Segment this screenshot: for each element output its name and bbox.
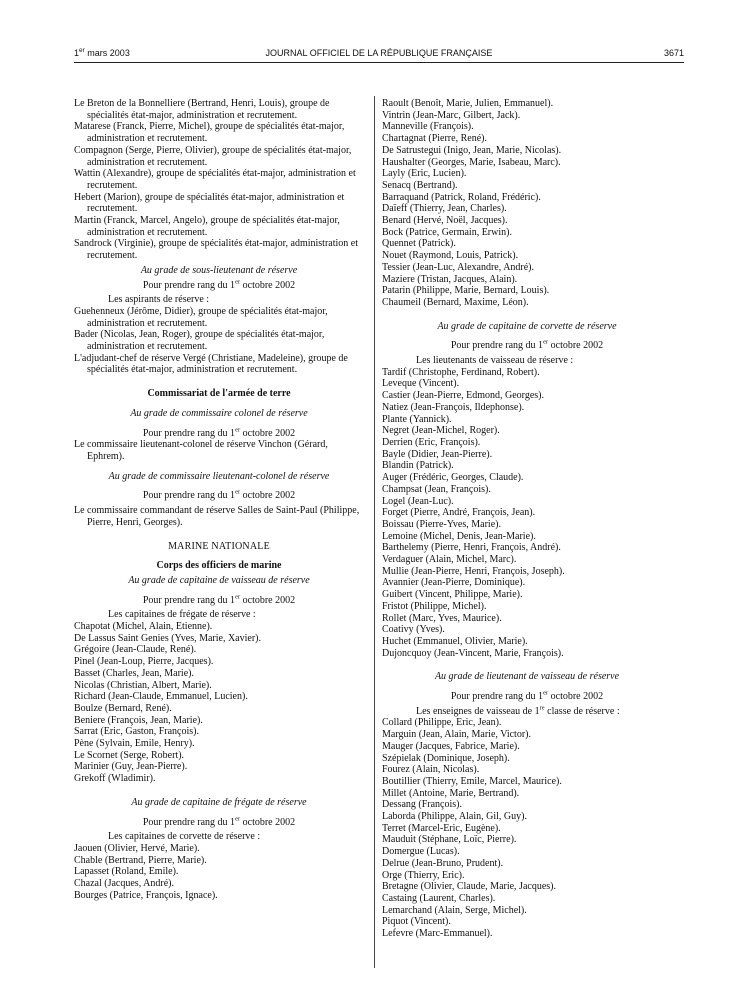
list-item: Terret (Marcel-Eric, Eugène). [382,822,501,834]
ens-names-list [382,717,672,939]
list-item: De Satrustegui (Inigo, Jean, Marie, Nicolas). [382,144,562,156]
list-item: Nouet (Raymond, Louis, Patrick). [382,250,519,262]
list-item: Castier (Jean-Pierre, Edmond, Georges). [382,390,544,402]
list-item: Manneville (François). [382,121,474,133]
list-item: Negret (Jean-Michel, Roger). [382,425,500,437]
list-item: Dujoncquoy (Jean-Vincent, Marie, François). [382,647,564,659]
list-item: Compagnon (Serge, Pierre, Olivier), groupe de spécialités état-major, administration et recrutement. [74,144,352,168]
list-item: Lefevre (Marc-Emmanuel). [382,928,493,940]
list-item: Raoult (Benoît, Marie, Julien, Emmanuel). [382,98,554,109]
header-journal-title: JOURNAL OFFICIEL DE LA RÉPUBLIQUE FRANÇAISE [265,48,493,58]
list-item: Barraquand (Patrick, Roland, Frédéric). [382,191,541,203]
list-item: Szépielak (Dominique, Joseph). [382,752,510,764]
list-intro: Les lieutenants de vaisseau de réserve : [416,355,574,367]
list-item: Pène (Sylvain, Emile, Henry). [74,738,195,750]
list-item: Mauger (Jacques, Fabrice, Marie). [382,740,520,752]
rang-line: Pour prendre rang du 1er octobre 2002 [142,815,296,828]
cf-names-list [74,621,364,785]
header-date: 1er mars 2003 [74,47,130,58]
list-item: Bourges (Patrice, François, Ignace). [74,889,218,901]
list-item: Chapotat (Michel, Alain, Etienne). [74,621,213,633]
list-item: Marinier (Guy, Jean-Pierre). [74,761,188,773]
list-item: Chartagnat (Pierre, René). [382,133,487,145]
list-item: Coativy (Yves). [382,624,445,636]
column-divider [374,96,375,968]
grade-heading: Au grade de lieutenant de vaisseau de réserve [434,671,620,683]
cc-names-continued [382,98,672,309]
list-item: Chazal (Jacques, André). [74,878,174,890]
rang-line: Pour prendre rang du 1er octobre 2002 [142,426,296,439]
grade-heading: Au grade de capitaine de corvette de réserve [437,320,617,332]
list-item: Basset (Charles, Jean, Marie). [74,667,194,679]
right-column [382,98,672,940]
list-item: Lapasset (Roland, Emile). [74,866,179,878]
list-item: Tessier (Jean-Luc, Alexandre, André). [382,261,535,273]
list-intro: Les capitaines de frégate de réserve : [108,609,256,621]
list-item: Sandrock (Virginie), groupe de spécialités état-major, administration et recrutement. [74,238,359,262]
grade-heading: Au grade de commissaire colonel de réserve [130,407,308,419]
section-subtitle: Corps des officiers de marine [156,560,282,572]
list-item: Bayle (Didier, Jean-Pierre). [382,448,493,460]
list-item: Logel (Jean-Luc). [382,495,454,507]
list-item: Sarrat (Eric, Gaston, François). [74,726,199,738]
list-item: Guibert (Vincent, Philippe, Marie). [382,589,523,601]
list-item: Domergue (Lucas). [382,846,460,858]
rang-line: Pour prendre rang du 1er octobre 2002 [450,339,604,352]
list-item: Huchet (Emmanuel, Olivier, Marie). [382,635,528,647]
list-item: De Lassus Saint Genies (Yves, Marie, Xavier). [74,632,262,644]
list-item: Boutillier (Thierry, Emile, Marcel, Maurice). [382,775,562,787]
list-item: Mullie (Jean-Pierre, Henri, François, Joseph). [382,565,565,577]
page-header [74,48,684,62]
list-item: Verdaguer (Alain, Michel, Marc). [382,554,517,566]
grade-heading: Au grade de commissaire lieutenant-colonel de réserve [108,470,330,482]
list-item: Bader (Nicolas, Jean, Roger), groupe de spécialités état-major, administration et recrutement. [74,329,325,353]
list-intro: Les capitaines de corvette de réserve : [108,831,261,843]
list-item: Boulze (Bernard, René). [74,702,172,714]
list-item: Guehenneux (Jérôme, Didier), groupe de spécialités état-major, administration et recrutement. [74,305,328,329]
list-item: Vintrin (Jean-Marc, Gilbert, Jack). [382,109,521,121]
list-item: Avannier (Jean-Pierre, Dominique). [382,577,526,589]
list-item: Blandin (Patrick). [382,460,454,472]
list-item: Fourez (Alain, Nicolas). [382,764,480,776]
list-item: Delrue (Jean-Bruno, Prudent). [382,857,504,869]
rang-line: Pour prendre rang du 1er octobre 2002 [142,489,296,502]
list-item: Beniere (François, Jean, Marie). [74,714,203,726]
list-item: Barthelemy (Pierre, Henri, François, André). [382,542,561,554]
list-item: Benard (Hervé, Noël, Jacques). [382,215,508,227]
list-item: Marguin (Jean, Alain, Marie, Victor). [382,729,531,741]
list-item: Le Breton de la Bonnelliere (Bertrand, Henri, Louis), groupe de spécialités état-major, administration et recrutement. [74,98,330,121]
list-item: Fristot (Philippe, Michel). [382,600,487,612]
grade-heading: Au grade de capitaine de vaisseau de réserve [128,574,310,586]
list-item: Pinel (Jean-Loup, Pierre, Jacques). [74,656,214,668]
cc-names-list [74,843,364,902]
section-title: Commissariat de l'armée de terre [147,388,291,400]
list-item: Collard (Philippe, Eric, Jean). [382,717,502,729]
grade-heading: Au grade de sous-lieutenant de réserve [140,264,298,276]
list-item: Tardif (Christophe, Ferdinand, Robert). [382,366,540,378]
list-item: Le commissaire lieutenant-colonel de réserve Vinchon (Gérard, Ephrem). [74,439,328,462]
list-item: Millet (Antoine, Marie, Bertrand). [382,787,520,799]
top-entries [74,98,364,262]
rang-line: Pour prendre rang du 1er octobre 2002 [450,689,604,703]
list-item: Bock (Patrice, Germain, Erwin). [382,226,512,238]
list-item: Wattin (Alexandre), groupe de spécialités état-major, administration et recrutement. [74,168,356,191]
list-item: Matarese (Franck, Pierre, Michel), groupe de spécialités état-major, administration et recrutement. [74,121,345,145]
list-item: Daïeff (Thierry, Jean, Charles). [382,203,507,215]
list-item: Senacq (Bertrand). [382,179,458,191]
list-item: Martin (Franck, Marcel, Angelo), groupe de spécialités état-major, administration et recrutement. [74,215,340,238]
header-page-number: 3671 [663,48,684,58]
list-item: Maziere (Tristan, Jacques, Alain). [382,273,518,285]
list-item: Piquot (Vincent). [382,916,451,928]
list-item: Le commissaire commandant de réserve Salles de Saint-Paul (Philippe, Pierre, Henri, Georges). [74,505,360,528]
list-item: Castaing (Laurent, Charles). [382,893,496,904]
list-item: Boissau (Pierre-Yves, Marie). [382,518,501,530]
list-item: Lemarchand (Alain, Serge, Michel). [382,904,527,916]
list-item: Richard (Jean-Claude, Emmanuel, Lucien). [74,691,248,703]
list-item: Orge (Thierry, Eric). [382,869,465,881]
list-item: Lemoine (Michel, Denis, Jean-Marie). [382,530,536,542]
list-item: Natiez (Jean-François, Ildephonse). [382,401,525,413]
list-item: Grekoff (Wladimir). [74,773,156,785]
rang-line: Pour prendre rang du 1er octobre 2002 [142,278,296,291]
list-item: Dessang (François). [382,799,462,811]
list-item: Jaouen (Olivier, Hervé, Marie). [74,842,200,854]
list-item: Patarin (Philippe, Marie, Bernard, Louis). [382,285,550,297]
list-intro: Les enseignes de vaisseau de 1re classe de réserve : [416,704,620,717]
list-item: Hebert (Marion), groupe de spécialités état-major, administration et recrutement. [74,191,345,215]
grade-heading: Au grade de capitaine de frégate de réserve [131,796,307,808]
list-item: Rollet (Marc, Yves, Maurice). [382,612,502,624]
list-item: Derrien (Eric, François). [382,436,481,448]
list-item: Grégoire (Jean-Claude, René). [74,644,197,656]
section-title: MARINE NATIONALE [168,540,270,552]
rang-line: Pour prendre rang du 1er octobre 2002 [142,593,296,606]
list-item: Quennet (Patrick). [382,238,456,250]
list-item: Layly (Eric, Lucien). [382,168,467,180]
list-item: Haushalter (Georges, Marie, Isabeau, Marc). [382,156,561,168]
list-item: Champsat (Jean, François). [382,483,491,495]
list-item: Laborda (Philippe, Alain, Gil, Guy). [382,811,527,823]
ltv-names-list [382,367,672,660]
list-item: Nicolas (Christian, Albert, Marie). [74,679,212,691]
list-item: Le Scornet (Serge, Robert). [74,749,185,761]
list-item: Plante (Yannick). [382,413,452,425]
header-rule [74,62,684,63]
list-intro: Les aspirants de réserve : [108,294,210,306]
list-item: Forget (Pierre, André, François, Jean). [382,507,536,519]
list-item: Bretagne (Olivier, Claude, Marie, Jacques). [382,881,556,893]
list-item: Auger (Frédéric, Georges, Claude). [382,472,524,484]
list-item: Chaumeil (Bernard, Maxime, Léon). [382,296,529,308]
list-item: Leveque (Vincent). [382,378,460,390]
aspirants-list [74,306,364,353]
list-item: L'adjudant-chef de réserve Vergé (Christiane, Madeleine), groupe de spécialités état-major, administration et recrutement. [74,352,348,376]
left-column [74,98,364,901]
list-item: Chable (Bertrand, Pierre, Marie). [74,854,207,866]
list-item: Mauduit (Stéphane, Loïc, Pierre). [382,834,517,846]
